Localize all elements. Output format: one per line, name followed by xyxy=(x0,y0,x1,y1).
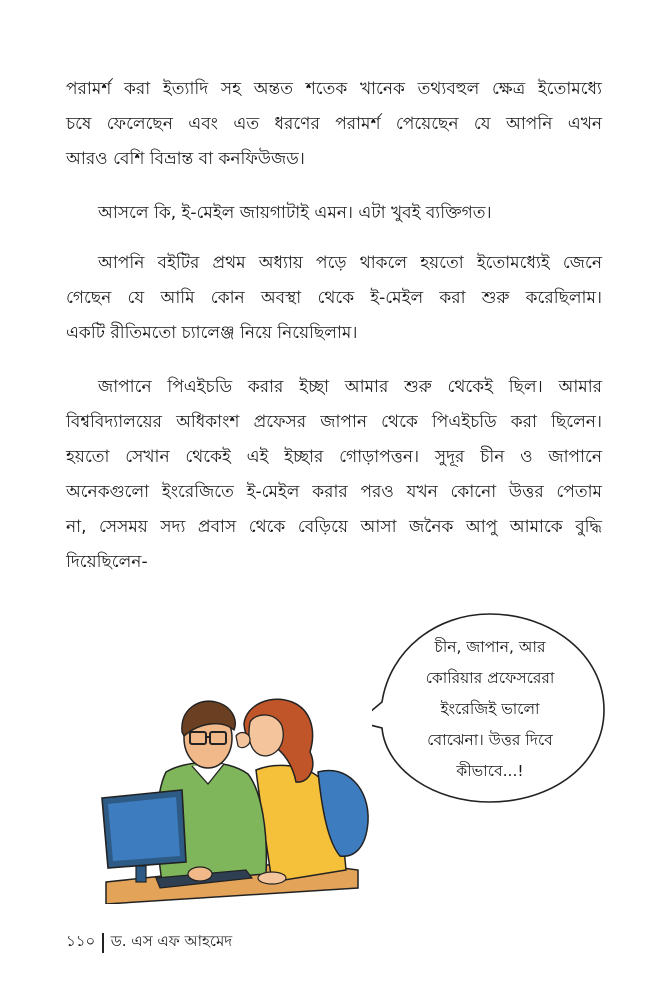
text-line: না, সেসময় সদ্য প্রবাস থেকে বেড়িয়ে আসা জনৈক আপু আমাকে বুদ্ধি xyxy=(66,517,602,537)
text-line: আপনি বইটির প্রথম অধ্যায় পড়ে থাকলে হয়তো ইতোমধ্যেই জেনে xyxy=(98,253,602,273)
footer-divider xyxy=(102,933,104,953)
text-line: আসলে কি, ই-মেইল জায়গাটাই এমন। এটা খুবই ব্যক্তিগত। xyxy=(98,203,492,223)
text-line: চষে ফেলেছেন এবং এত ধরণের পরামর্শ পেয়েছেন যে আপনি এখন xyxy=(66,114,602,134)
author-name: ড. এস এফ আহমেদ xyxy=(110,932,233,950)
text-line: বিশ্ববিদ্যালয়ের অধিকাংশ প্রফেসর জাপান থেকে পিএইচডি করা ছিলেন। xyxy=(66,412,602,432)
text-line: জাপানে পিএইচডি করার ইচ্ছা আমার শুরু থেকেই ছিল। আমার xyxy=(98,377,602,397)
text-line: অনেকগুলো ইংরেজিতে ই-মেইল করার পরও যখন কোনো উত্তর পেতাম xyxy=(66,482,602,502)
illustration-people-at-computer xyxy=(96,692,372,904)
text-line: একটি রীতিমতো চ্যালেঞ্জ নিয়ে নিয়েছিলাম। xyxy=(66,323,358,343)
page-number: ১১০ xyxy=(66,932,96,950)
bubble-line: চীন, জাপান, আর xyxy=(434,638,546,656)
text-line: পরামর্শ করা ইত্যাদি সহ অন্তত শতেক খানেক তথ্যবহুল ক্ষেত্র ইতোমধ্যে xyxy=(66,79,602,99)
page-footer xyxy=(66,930,232,955)
bubble-line: কোরিয়ার প্রফেসরেরা xyxy=(425,669,555,687)
bubble-line: বোঝেনা। উত্তর দিবে xyxy=(427,731,553,749)
paragraph-1 xyxy=(66,72,602,177)
paragraph-4 xyxy=(66,370,602,580)
text-line: আরও বেশি বিভ্রান্ত বা কনফিউজড। xyxy=(66,149,305,169)
text-line: গেছেন যে আমি কোন অবস্থা থেকে ই-মেইল করা শুরু করেছিলাম। xyxy=(66,288,602,308)
bubble-line: কীভাবে...! xyxy=(456,762,524,780)
speech-bubble-text xyxy=(392,632,588,787)
paragraph-2 xyxy=(66,196,602,231)
text-line: দিয়েছিলেন- xyxy=(66,552,148,572)
paragraph-3 xyxy=(66,246,602,351)
bubble-line: ইংরেজিই ভালো xyxy=(440,700,540,718)
text-line: হয়তো সেখান থেকেই এই ইচ্ছার গোড়াপত্তন। সুদূর চীন ও জাপানে xyxy=(66,447,602,467)
